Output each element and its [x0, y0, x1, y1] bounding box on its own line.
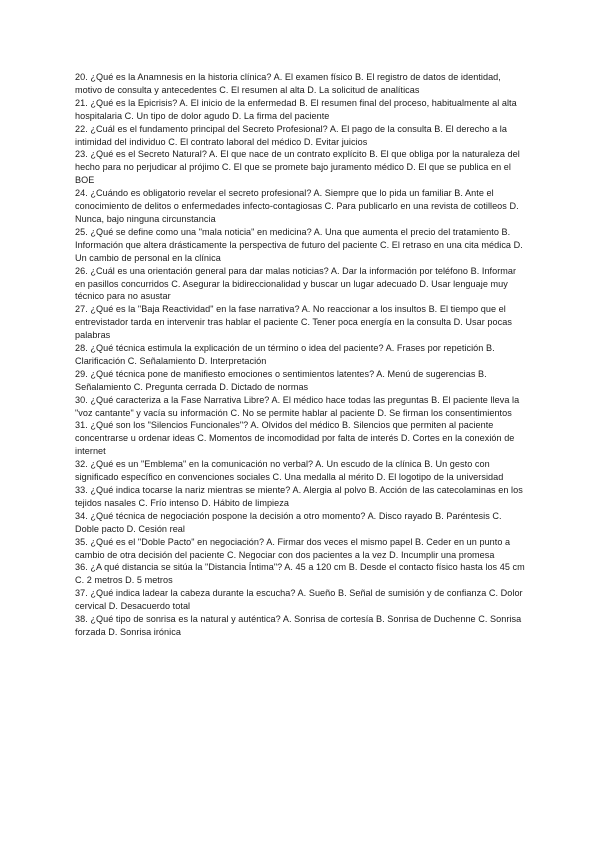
question-24: 24. ¿Cuándo es obligatorio revelar el secreto profesional? A. Siempre que lo pida un familiar B. Ante el conocimiento de delitos o enfermedades infecto-contagiosas C. Para publicarlo en una revista de cotilleos D. Nunca, bajo ninguna circunstancia: [75, 188, 519, 224]
question-32: 32. ¿Qué es un "Emblema" en la comunicación no verbal? A. Un escudo de la clínica B. Un gesto con significado específico en convenciones sociales C. Una medalla al mérito D. El logotipo de la universidad: [75, 459, 504, 483]
question-list: [75, 71, 525, 639]
question-38: 38. ¿Qué tipo de sonrisa es la natural y auténtica? A. Sonrisa de cortesía B. Sonrisa de Duchenne C. Sonrisa forzada D. Sonrisa irónica: [75, 614, 522, 637]
question-21: 21. ¿Qué es la Epicrisis? A. El inicio de la enfermedad B. El resumen final del proceso, habitualmente al alta hospitalaria C. Un tipo de dolor agudo D. La firma del paciente: [75, 97, 517, 121]
question-37: 37. ¿Qué indica ladear la cabeza durante la escucha? A. Sueño B. Señal de sumisión y de confianza C. Dolor cervical D. Desacuerdo total: [75, 588, 523, 612]
question-31: 31. ¿Qué son los "Silencios Funcionales"? A. Olvidos del médico B. Silencios que permiten al paciente concentrarse u ordenar ideas C. Momentos de incomodidad por falta de interés D. Cortes en la conexión de internet: [75, 420, 515, 457]
question-30: 30. ¿Qué caracteriza a la Fase Narrativa Libre? A. El médico hace todas las preguntas B. El paciente lleva la "voz cantante" y vacía su información C. No se permite hablar al paciente D. Se firman los consentimientos: [75, 394, 520, 418]
question-25: 25. ¿Qué se define como una "mala noticia" en medicina? A. Una que aumenta el precio del tratamiento B. Información que altera drásticamente la perspectiva de futuro del paciente C. El retraso en una cita médica D. Un cambio de personal en la clínica: [75, 226, 523, 263]
question-22: 22. ¿Cuál es el fundamento principal del Secreto Profesional? A. El pago de la consulta B. El derecho a la intimidad del individuo C. El contrato laboral del médico D. Evitar juicios: [75, 123, 507, 147]
question-34: 34. ¿Qué técnica de negociación pospone la decisión a otro momento? A. Disco rayado B. Paréntesis C. Doble pacto D. Cesión real: [75, 510, 502, 534]
question-26: 26. ¿Cuál es una orientación general para dar malas noticias? A. Dar la información por teléfono B. Informar en pasillos concurridos C. Asegurar la bidireccionalidad y buscar un lugar adecuado D. Usar lenguaje muy técnico para no asustar: [75, 265, 517, 302]
question-35: 35. ¿Qué es el "Doble Pacto" en negociación? A. Firmar dos veces el mismo papel B. Ceder en un punto a cambio de otra decisión del paciente C. Negociar con dos pacientes a la vez D. Incumplir una promesa: [75, 536, 511, 560]
question-23: 23. ¿Qué es el Secreto Natural? A. El que nace de un contrato explícito B. El que obliga por la naturaleza del hecho para no perjudicar al prójimo C. El que se promete bajo juramento médico D. El que se publica en el BOE: [75, 149, 520, 186]
question-28: 28. ¿Qué técnica estimula la explicación de un término o idea del paciente? A. Frases por repetición B. Clarificación C. Señalamiento D. Interpretación: [75, 343, 495, 366]
question-36: 36. ¿A qué distancia se sitúa la "Distancia Íntima"? A. 45 a 120 cm B. Desde el contacto físico hasta los 45 cm C. 2 metros D. 5 metros: [75, 562, 525, 586]
question-27: 27. ¿Qué es la "Baja Reactividad" en la fase narrativa? A. No reaccionar a los insultos B. El tiempo que el entrevistador tarda en intervenir tras hablar el paciente C. Tener poca energía en la consulta D. Usar pocas palabras: [75, 304, 512, 341]
question-20: 20. ¿Qué es la Anamnesis en la historia clínica? A. El examen físico B. El registro de datos de identidad, motivo de consulta y antecedentes C. El resumen al alta D. La solicitud de analíticas: [75, 72, 501, 95]
question-33: 33. ¿Qué indica tocarse la nariz mientras se miente? A. Alergia al polvo B. Acción de las catecolaminas en los tejidos nasales C. Frío intenso D. Hábito de limpieza: [75, 485, 523, 508]
question-29: 29. ¿Qué técnica pone de manifiesto emociones o sentimientos latentes? A. Menú de sugerencias B. Señalamiento C. Pregunta cerrada D. Dictado de normas: [75, 368, 487, 392]
